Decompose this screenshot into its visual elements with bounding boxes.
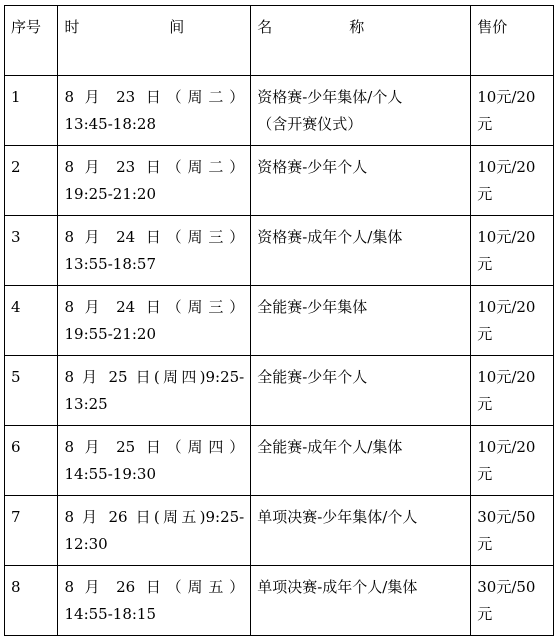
table-row — [5, 356, 554, 426]
row-name — [251, 566, 471, 636]
row-name-main: 全能赛-少年集体 — [257, 298, 368, 316]
row-no: 6 — [5, 426, 58, 496]
header-name-a: 名 — [257, 18, 273, 36]
header-row — [5, 6, 554, 76]
row-price — [471, 286, 554, 356]
row-time-date: 8 月 26 日（周五） — [64, 578, 245, 596]
row-no: 8 — [5, 566, 58, 636]
row-time-range: 19:55-21:20 — [64, 325, 157, 343]
row-time — [58, 566, 251, 636]
header-no: 序号 — [5, 6, 58, 76]
row-time-range: 13:55-18:57 — [64, 255, 157, 273]
row-price — [471, 146, 554, 216]
row-name-main: 全能赛-成年个人/集体 — [257, 438, 403, 456]
row-time-date: 8 月 24 日（周三） — [64, 298, 245, 316]
row-time-range: 19:25-21:20 — [64, 185, 157, 203]
row-time-range: 14:55-19:30 — [64, 465, 157, 483]
row-price-value: 30元/50元 — [477, 508, 536, 553]
row-price — [471, 426, 554, 496]
row-time-date: 8 月 26 日(周五)9:25- — [64, 508, 245, 526]
row-name — [251, 496, 471, 566]
header-price: 售价 — [471, 6, 554, 76]
row-time — [58, 426, 251, 496]
row-time-date: 8 月 24 日（周三） — [64, 228, 245, 246]
row-time-date: 8 月 23 日（周二） — [64, 88, 245, 106]
table-row — [5, 566, 554, 636]
row-time — [58, 216, 251, 286]
row-no: 7 — [5, 496, 58, 566]
row-name-main: 单项决赛-少年集体/个人 — [257, 508, 418, 526]
row-time-date: 8 月 25 日(周四)9:25- — [64, 368, 245, 386]
row-name — [251, 286, 471, 356]
row-time — [58, 496, 251, 566]
header-time-b: 间 — [169, 18, 185, 36]
header-time-a: 时 — [64, 18, 80, 36]
table-row — [5, 496, 554, 566]
row-no: 5 — [5, 356, 58, 426]
row-name — [251, 146, 471, 216]
row-price — [471, 76, 554, 146]
schedule-table — [4, 5, 554, 636]
row-price-value: 10元/20元 — [477, 298, 536, 343]
row-time — [58, 286, 251, 356]
row-name-main: 全能赛-少年个人 — [257, 368, 368, 386]
header-name-b: 称 — [349, 18, 365, 36]
row-price — [471, 216, 554, 286]
table-row — [5, 426, 554, 496]
row-price-value: 10元/20元 — [477, 228, 536, 273]
row-time — [58, 76, 251, 146]
row-time-date: 8 月 23 日（周二） — [64, 158, 245, 176]
row-time-range: 12:30 — [64, 535, 108, 553]
row-name-main: 单项决赛-成年个人/集体 — [257, 578, 418, 596]
header-time — [58, 6, 251, 76]
table-row — [5, 216, 554, 286]
row-name-main: 资格赛-少年个人 — [257, 158, 368, 176]
table-row — [5, 286, 554, 356]
row-no: 2 — [5, 146, 58, 216]
row-no: 3 — [5, 216, 58, 286]
row-price — [471, 356, 554, 426]
row-price-value: 10元/20元 — [477, 158, 536, 203]
row-price-value: 10元/20元 — [477, 88, 536, 133]
row-time-range: 14:55-18:15 — [64, 605, 157, 623]
row-time-range: 13:25 — [64, 395, 108, 413]
row-name — [251, 356, 471, 426]
header-name — [251, 6, 471, 76]
table-row — [5, 76, 554, 146]
row-name — [251, 426, 471, 496]
row-name — [251, 216, 471, 286]
row-price-value: 30元/50元 — [477, 578, 536, 623]
row-name-main: 资格赛-少年集体/个人 — [257, 88, 403, 106]
row-time — [58, 146, 251, 216]
row-no: 1 — [5, 76, 58, 146]
row-time — [58, 356, 251, 426]
row-name-note: （含开赛仪式） — [257, 115, 363, 133]
table-row — [5, 146, 554, 216]
row-time-date: 8 月 25 日（周四） — [64, 438, 245, 456]
row-price-value: 10元/20元 — [477, 438, 536, 483]
row-price — [471, 496, 554, 566]
row-price-value: 10元/20元 — [477, 368, 536, 413]
row-name — [251, 76, 471, 146]
row-time-range: 13:45-18:28 — [64, 115, 157, 133]
row-name-main: 资格赛-成年个人/集体 — [257, 228, 403, 246]
row-no: 4 — [5, 286, 58, 356]
row-price — [471, 566, 554, 636]
